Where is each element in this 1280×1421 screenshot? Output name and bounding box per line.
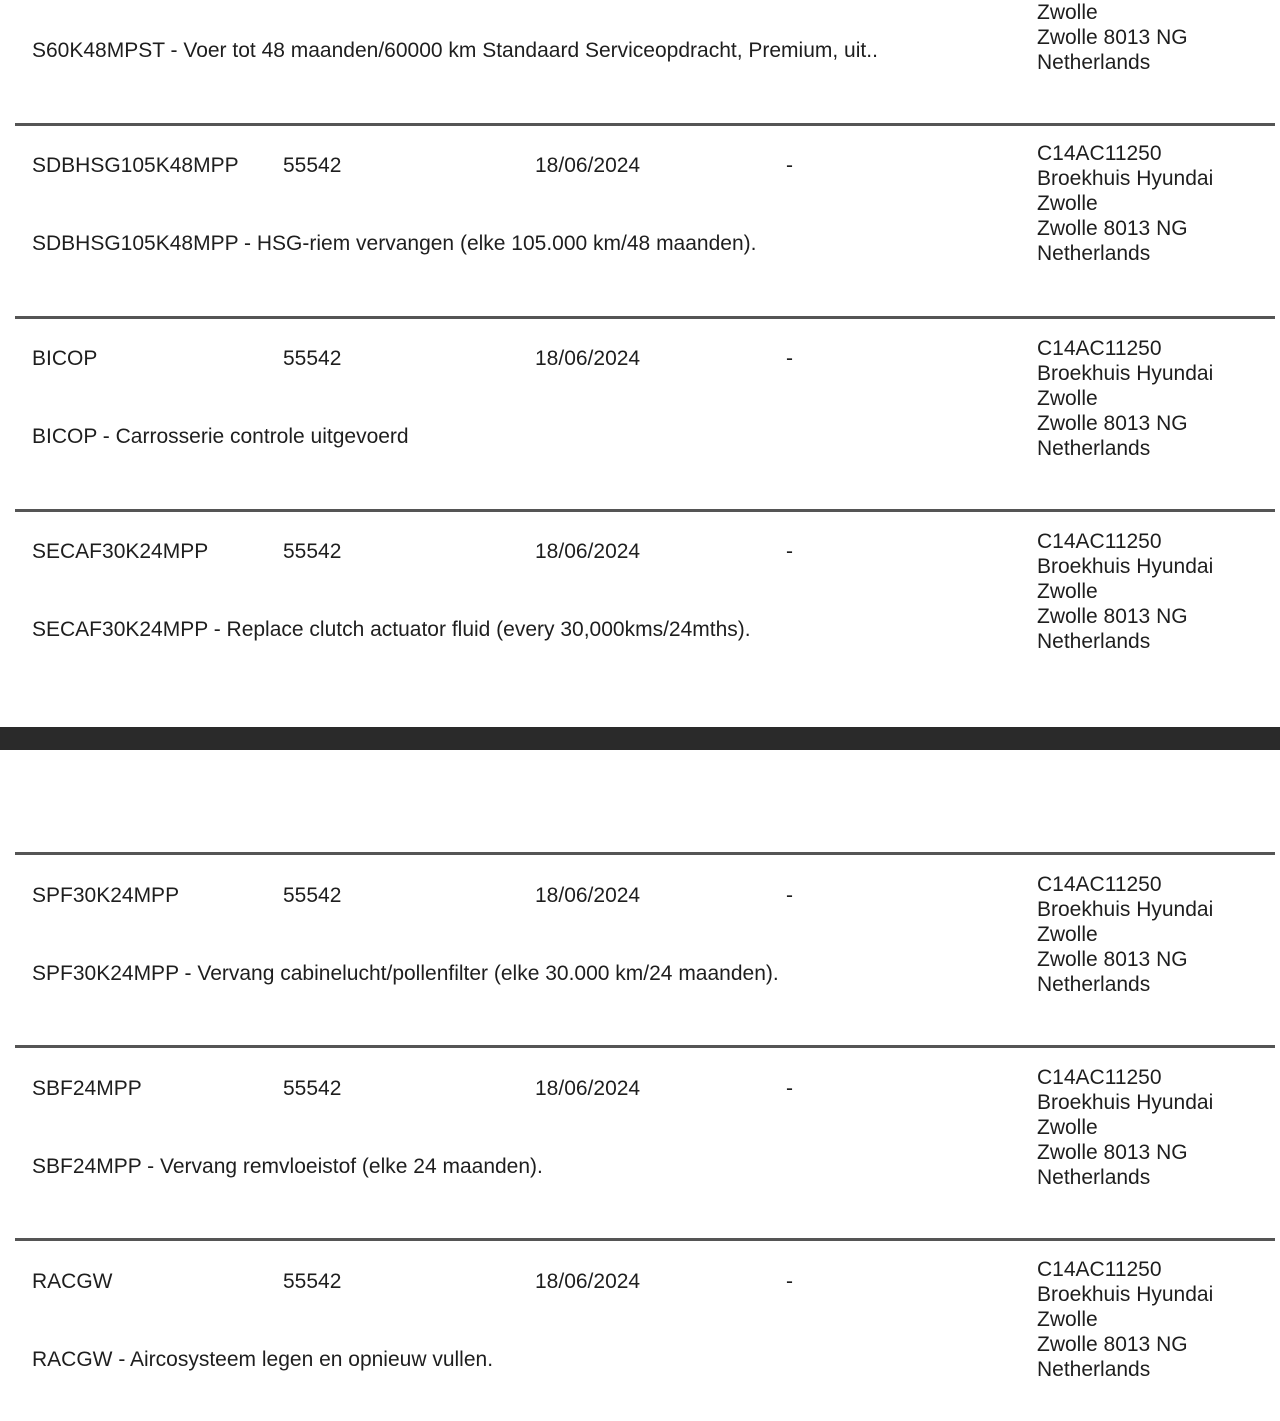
address-line: Broekhuis Hyundai	[1037, 555, 1214, 578]
address-line: Zwolle 8013 NG	[1037, 217, 1188, 240]
address-line: Netherlands	[1037, 242, 1151, 265]
address-line: Zwolle 8013 NG	[1037, 605, 1188, 628]
address-line: Zwolle	[1037, 387, 1098, 410]
address-line: C14AC11250	[1037, 1066, 1162, 1089]
record-number: 55542	[283, 1270, 342, 1293]
record-dash: -	[786, 1270, 793, 1293]
record-number: 55542	[283, 347, 342, 370]
address-line: Zwolle 8013 NG	[1037, 1141, 1188, 1164]
record-date: 18/06/2024	[535, 1270, 641, 1293]
record-description: SPF30K24MPP - Vervang cabinelucht/pollenfilter (elke 30.000 km/24 maanden).	[32, 962, 779, 985]
record-dash: -	[786, 347, 793, 370]
address-line: Broekhuis Hyundai	[1037, 362, 1214, 385]
address-line: Zwolle 8013 NG	[1037, 948, 1188, 971]
record-code: SPF30K24MPP	[32, 884, 180, 907]
address-line: Netherlands	[1037, 437, 1151, 460]
record-address	[1037, 1257, 1213, 1382]
record-date: 18/06/2024	[535, 540, 641, 563]
address-line: Zwolle 8013 NG	[1037, 1333, 1188, 1356]
address-line: Netherlands	[1037, 51, 1151, 74]
record-dash: -	[786, 154, 793, 177]
address-line: Broekhuis Hyundai	[1037, 1283, 1214, 1306]
address-line: Zwolle 8013 NG	[1037, 412, 1188, 435]
record-date: 18/06/2024	[535, 347, 641, 370]
record-number: 55542	[283, 154, 342, 177]
record-description: SDBHSG105K48MPP - HSG-riem vervangen (elke 105.000 km/48 maanden).	[32, 232, 757, 255]
record-date: 18/06/2024	[535, 154, 641, 177]
address-line: Zwolle	[1037, 580, 1098, 603]
record-dash: -	[786, 540, 793, 563]
record-divider	[15, 1238, 1275, 1241]
address-line: Netherlands	[1037, 630, 1151, 653]
address-line: C14AC11250	[1037, 530, 1162, 553]
address-line: Zwolle	[1037, 192, 1098, 215]
record-address	[1037, 336, 1213, 461]
record-number: 55542	[283, 540, 342, 563]
address-line: Zwolle	[1037, 1, 1098, 24]
record-address	[1037, 529, 1213, 654]
record-divider	[15, 852, 1275, 855]
record-code: BICOP	[32, 347, 98, 370]
record-address	[1037, 872, 1213, 997]
address-line: Broekhuis Hyundai	[1037, 1091, 1214, 1114]
page-break-band	[0, 727, 1280, 750]
record-description: SBF24MPP - Vervang remvloeistof (elke 24 maanden).	[32, 1155, 543, 1178]
address-line: Zwolle	[1037, 1116, 1098, 1139]
record-dash: -	[786, 884, 793, 907]
address-line: Broekhuis Hyundai	[1037, 898, 1214, 921]
record-dash: -	[786, 1077, 793, 1100]
record-code: RACGW	[32, 1270, 113, 1293]
record-code: SECAF30K24MPP	[32, 540, 209, 563]
address-line: Zwolle 8013 NG	[1037, 26, 1188, 49]
address-line: C14AC11250	[1037, 873, 1162, 896]
record-divider	[15, 316, 1275, 319]
record-description: SECAF30K24MPP - Replace clutch actuator fluid (every 30,000kms/24mths).	[32, 618, 751, 641]
record-code: SBF24MPP	[32, 1077, 142, 1100]
record-number: 55542	[283, 1077, 342, 1100]
address-line: Netherlands	[1037, 1358, 1151, 1381]
record-divider	[15, 509, 1275, 512]
record-number: 55542	[283, 884, 342, 907]
address-line: Netherlands	[1037, 973, 1151, 996]
address-line: Zwolle	[1037, 1308, 1098, 1331]
address-line: C14AC11250	[1037, 337, 1162, 360]
address-line: Broekhuis Hyundai	[1037, 167, 1214, 190]
record-address	[1037, 1065, 1213, 1190]
record-date: 18/06/2024	[535, 884, 641, 907]
record-address	[1037, 141, 1213, 266]
record-divider	[15, 1045, 1275, 1048]
record-address	[1037, 0, 1188, 75]
address-line: C14AC11250	[1037, 1258, 1162, 1281]
record-description: BICOP - Carrosserie controle uitgevoerd	[32, 425, 409, 448]
address-line: C14AC11250	[1037, 142, 1162, 165]
record-description: RACGW - Aircosysteem legen en opnieuw vullen.	[32, 1348, 494, 1371]
record-code: SDBHSG105K48MPP	[32, 154, 239, 177]
record-divider	[15, 123, 1275, 126]
record-date: 18/06/2024	[535, 1077, 641, 1100]
address-line: Netherlands	[1037, 1166, 1151, 1189]
record-description: S60K48MPST - Voer tot 48 maanden/60000 km Standaard Serviceopdracht, Premium, uit..	[32, 39, 878, 62]
address-line: Zwolle	[1037, 923, 1098, 946]
